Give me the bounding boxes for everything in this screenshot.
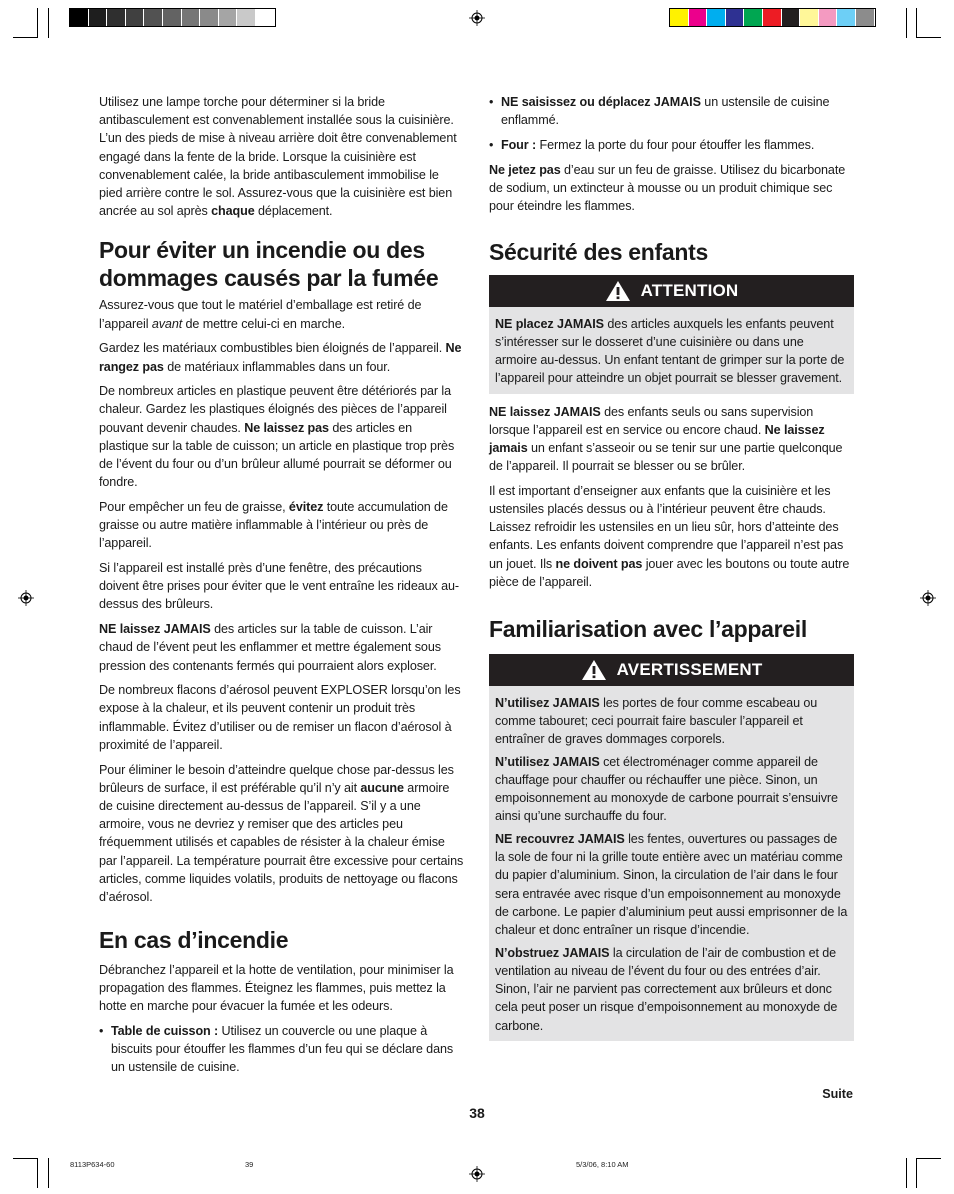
paragraph: De nombreux articles en plastique peuvent être détériorés par la chaleur. Gardez les plastiques éloignés des pièces de l’appareil pouvant devenir chaudes. Ne laissez pas des articles en plastique sur la table de cuisson; un article en plastique trop près de l’évent du four ou d’un brûleur allumé pourrait se déformer ou fondre. [99, 384, 455, 490]
crop-mark [13, 37, 38, 38]
fire-case-heading: En cas d’incendie [99, 927, 289, 954]
warning-triangle-icon [581, 659, 607, 681]
color-swatch [782, 9, 801, 26]
color-swatch [819, 9, 838, 26]
color-swatch [70, 9, 89, 26]
paragraph: NE laissez JAMAIS des articles sur la table de cuisson. L’air chaud de l’évent peut les enflammer et mettre également sous pression des contenants fermés qui pourraient alors exploser. [99, 622, 441, 673]
color-swatch [856, 9, 875, 26]
color-swatch [89, 9, 108, 26]
registration-mark-icon [18, 590, 34, 606]
crop-mark [906, 8, 907, 38]
slug-date: 5/3/06, 8:10 AM [576, 1160, 629, 1169]
paragraph: Gardez les matériaux combustibles bien éloignés de l’appareil. Ne rangez pas de matériaux inflammables dans un four. [99, 341, 462, 374]
left-column [99, 93, 464, 1083]
paragraph: Débranchez l’appareil et la hotte de ventilation, pour minimiser la propagation des flammes. Éteignez les flammes, puis mettez la hotte en marche pour évacuer la fumée et les odeurs. [99, 962, 454, 1014]
color-swatch [219, 9, 238, 26]
warning-box [489, 654, 854, 1041]
crop-mark [48, 8, 49, 38]
color-swatch [670, 9, 689, 26]
attention-body [489, 307, 854, 394]
paragraph: NE recouvrez JAMAIS les fentes, ouvertures ou passages de la sole de four ni la grille toute entière avec un matériau comme du papier d’aluminium. Sinon, la circulation de l’air dans le four sera entravée avec risque d’un empoisonnement au monoxyde de carbone. Le papier d’aluminium peut aussi emprisonner de la chaleur et donc entraîner un risque d’incendie. [495, 831, 848, 937]
paragraph: Si l’appareil est installé près d’une fenêtre, des précautions doivent être prises pour éviter que le vent entraîne les rideaux au-dessus des brûleurs. [99, 561, 460, 612]
warning-triangle-icon [605, 280, 631, 302]
paragraph: Pour empêcher un feu de graisse, évitez toute accumulation de graisse ou autre matière inflammable à l’intérieur ou près de l’appareil. [99, 499, 448, 551]
color-swatch [689, 9, 708, 26]
page-number: 38 [469, 1105, 485, 1121]
child-safety-heading: Sécurité des enfants [489, 239, 708, 266]
color-swatch [707, 9, 726, 26]
color-swatch [237, 9, 256, 26]
crop-mark [13, 1158, 38, 1159]
color-swatch [837, 9, 856, 26]
fire-prevention-heading: Pour éviter un incendie ou des dommages causés par la fumée [99, 237, 439, 291]
crop-mark [916, 8, 917, 38]
color-swatch [144, 9, 163, 26]
crop-mark [37, 1158, 38, 1188]
color-swatch [800, 9, 819, 26]
paragraph: N’utilisez JAMAIS les portes de four comme escabeau ou comme tabouret; ceci pourrait faire basculer l’appareil et entraîner de graves dommages corporels. [495, 695, 818, 746]
color-swatch [107, 9, 126, 26]
color-swatch [200, 9, 219, 26]
attention-box [489, 275, 854, 394]
crop-mark [37, 8, 38, 38]
bullet-item: • Table de cuisson : Utilisez un couvercle ou une plaque à biscuits pour étouffer les flammes d’un feu qui se déclare dans un ustensile de cuisine. [99, 1023, 454, 1075]
paragraph: Assurez-vous que tout le matériel d’emballage est retiré de l’appareil avant de mettre celui-ci en marche. [99, 298, 422, 331]
color-swatch [763, 9, 782, 26]
crop-mark [916, 1158, 941, 1159]
crop-mark [916, 1158, 917, 1188]
paragraph: NE placez JAMAIS des articles auxquels les enfants peuvent s’intéresser sur le dosseret d’une cuisinière ou dans une armoire au-dessus. Un enfant tentant de grimper sur la porte de l’appareil pour atteindre un objet pourrait se blesser gravement. [495, 316, 845, 386]
crop-mark [916, 37, 941, 38]
slug-file-name: 8113P634-60 [70, 1160, 115, 1169]
paragraph: Il est important d’enseigner aux enfants que la cuisinière et les ustensiles placés dessus ou à l’intérieur peuvent être chauds. Laissez refroidir les ustensiles en un lieu sûr, hors d’atteinte des enfants. Les enfants doivent comprendre que l’appareil n’est pas un jouet. Ils ne doivent pas jouer avec les boutons ou toute autre pièce de l’appareil. [489, 483, 850, 589]
color-swatch [163, 9, 182, 26]
color-calibration-strip [669, 8, 876, 27]
warning-body [489, 686, 854, 1041]
familiarization-heading: Familiarisation avec l’appareil [489, 616, 807, 643]
bullet-item: • NE saisissez ou déplacez JAMAIS un ustensile de cuisine enflammé. [489, 95, 830, 128]
crop-mark [906, 1158, 907, 1188]
attention-header: ATTENTION [489, 275, 854, 307]
warning-header: AVERTISSEMENT [489, 654, 854, 686]
color-swatch [256, 9, 275, 26]
color-swatch [744, 9, 763, 26]
bullet-item: • Four : Fermez la porte du four pour étouffer les flammes. [489, 137, 815, 152]
color-swatch [182, 9, 201, 26]
paragraph: NE laissez JAMAIS des enfants seuls ou sans supervision lorsque l’appareil est en service ou encore chaud. Ne laissez jamais un enfant s’asseoir ou se tenir sur une partie quelconque de l’appareil. Il pourrait se blesser ou se brûler. [489, 404, 843, 474]
gray-calibration-strip [69, 8, 276, 27]
paragraph: De nombreux flacons d’aérosol peuvent EXPLOSER lorsqu’on les expose à la chaleur, et ils peuvent contenir un produit très inflammable. Évitez d’utiliser ou de remiser un flacon d’aérosol à proximité de l’appareil. [99, 683, 461, 752]
paragraph: Ne jetez pas d’eau sur un feu de graisse. Utilisez du bicarbonate de sodium, un extincteur à mousse ou un produit chimique sec pour éteindre les flammes. [489, 162, 846, 214]
registration-mark-icon [469, 10, 485, 26]
intro-paragraph: Utilisez une lampe torche pour déterminer si la bride antibasculement est convenablement installée sous la cuisinière. L’un des pieds de mise à niveau arrière doit être convenablement engagé dans la fente de la bride. Lorsque la cuisinière est convenablement calée, la bride antibasculement immobilise le pied arrière contre le sol. Assurez-vous que la cuisinière est bien ancrée au sol après chaque déplacement. [99, 95, 457, 219]
continued-label: Suite [822, 1087, 853, 1101]
paragraph: N’utilisez JAMAIS cet électroménager comme appareil de chauffage pour chauffer ou réchauffer une pièce. Sinon, un empoisonnement au monoxyde de carbone pourrait s’ensuivre ainsi qu’une surchauffe du four. [495, 754, 838, 824]
paragraph: N’obstruez JAMAIS la circulation de l’air de combustion et de ventilation au niveau de l’évent du four ou des entrées d’air. Sinon, l’air ne parvient pas correctement aux brûleurs et donc cela peut poser un risque d’empoisonnement au monoxyde de carbone. [495, 945, 838, 1033]
slug-page: 39 [245, 1160, 254, 1169]
color-swatch [126, 9, 145, 26]
color-swatch [726, 9, 745, 26]
paragraph: Pour éliminer le besoin d’atteindre quelque chose par-dessus les brûleurs de surface, il est préférable qu’il n’y ait aucune armoire de cuisine directement au-dessus de l’appareil. S’il y a une armoire, vous ne devriez y remiser que des articles peu fréquemment utilisés et capables de résister à la chaleur émise par l’appareil. La température pourrait être excessive pour certains articles, comme liquides volatils, produits de nettoyage ou flacons d’aérosol. [99, 762, 464, 905]
registration-mark-icon [920, 590, 936, 606]
crop-mark [48, 1158, 49, 1188]
right-column [489, 93, 854, 1041]
registration-mark-icon [469, 1166, 485, 1182]
